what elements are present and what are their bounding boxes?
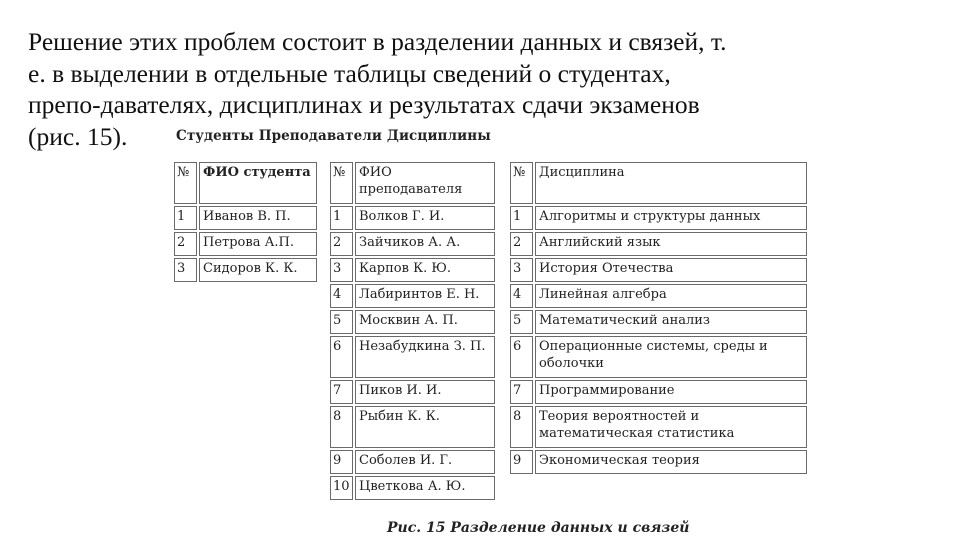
table-row [330, 284, 495, 308]
table-row [330, 406, 495, 448]
table-row [174, 206, 317, 230]
table-cell: 2 [174, 232, 197, 256]
column-header: Дисциплина [535, 162, 807, 204]
table-cell: Лабиринтов Е. Н. [355, 284, 495, 308]
table-header-row [510, 162, 807, 204]
table-cell: 7 [330, 380, 353, 404]
table-cell: 8 [330, 406, 353, 448]
table-cell: 2 [510, 232, 533, 256]
table-cell: Операционные системы, среды и оболочки [535, 336, 807, 378]
table-cell: Теория вероятностей и математическая статистика [535, 406, 807, 448]
table-cell: Экономическая теория [535, 450, 807, 474]
column-header: ФИО студента [199, 162, 317, 204]
tables-heading: Студенты Преподаватели Дисциплины [176, 128, 491, 144]
table-cell: Соболев И. Г. [355, 450, 495, 474]
table-cell: Пиков И. И. [355, 380, 495, 404]
column-header: № [510, 162, 533, 204]
table-cell: Незабудкина З. П. [355, 336, 495, 378]
table-cell: 6 [330, 336, 353, 378]
table-cell: 2 [330, 232, 353, 256]
teachers-table [328, 160, 497, 502]
table-row [330, 380, 495, 404]
figure-caption: Рис. 15 Разделение данных и связей [387, 520, 690, 536]
table-cell: Иванов В. П. [199, 206, 317, 230]
table-row [330, 310, 495, 334]
table-cell: 9 [510, 450, 533, 474]
students-table [172, 160, 319, 284]
table-cell: 9 [330, 450, 353, 474]
table-cell: 1 [510, 206, 533, 230]
table-header-row [174, 162, 317, 204]
table-cell: Карпов К. Ю. [355, 258, 495, 282]
table-cell: 5 [330, 310, 353, 334]
table-cell: Английский язык [535, 232, 807, 256]
table-cell: 3 [330, 258, 353, 282]
table-row [510, 284, 807, 308]
table-row [510, 206, 807, 230]
table-cell: 6 [510, 336, 533, 378]
table-cell: 1 [174, 206, 197, 230]
table-cell: 10 [330, 476, 353, 500]
table-row [174, 232, 317, 256]
table-row [510, 380, 807, 404]
table-row [510, 336, 807, 378]
table-cell: 3 [174, 258, 197, 282]
table-cell: Рыбин К. К. [355, 406, 495, 448]
table-row [510, 310, 807, 334]
table-cell: Линейная алгебра [535, 284, 807, 308]
table-row [330, 450, 495, 474]
table-cell: Сидоров К. К. [199, 258, 317, 282]
table-cell: Зайчиков А. А. [355, 232, 495, 256]
table-cell: 4 [330, 284, 353, 308]
table-cell: 5 [510, 310, 533, 334]
table-row [510, 232, 807, 256]
table-row [330, 476, 495, 500]
table-cell: Программирование [535, 380, 807, 404]
table-row [330, 258, 495, 282]
table-cell: 3 [510, 258, 533, 282]
table-cell: Цветкова А. Ю. [355, 476, 495, 500]
column-header: № [330, 162, 353, 204]
paragraph-line: Решение этих проблем состоит в разделении данных и связей, т. [28, 27, 727, 56]
table-cell: Математический анализ [535, 310, 807, 334]
paragraph-line: (рис. 15). [28, 121, 128, 151]
table-row [510, 258, 807, 282]
table-cell: Волков Г. И. [355, 206, 495, 230]
table-row [510, 406, 807, 448]
table-cell: Алгоритмы и структуры данных [535, 206, 807, 230]
table-cell: Москвин А. П. [355, 310, 495, 334]
table-row [330, 336, 495, 378]
table-cell: 8 [510, 406, 533, 448]
column-header: ФИО преподавателя [355, 162, 495, 204]
table-cell: 7 [510, 380, 533, 404]
table-cell: 4 [510, 284, 533, 308]
table-cell: Петрова А.П. [199, 232, 317, 256]
paragraph-line: е. в выделении в отдельные таблицы сведений о студентах, [28, 58, 671, 88]
table-header-row [330, 162, 495, 204]
table-cell: 1 [330, 206, 353, 230]
table-cell: История Отечества [535, 258, 807, 282]
subjects-table [508, 160, 809, 476]
column-header: № [174, 162, 197, 204]
paragraph-line: препо-давателях, дисциплинах и результатах сдачи экзаменов [28, 90, 700, 119]
table-row [330, 232, 495, 256]
table-row [174, 258, 317, 282]
table-row [510, 450, 807, 474]
table-row [330, 206, 495, 230]
